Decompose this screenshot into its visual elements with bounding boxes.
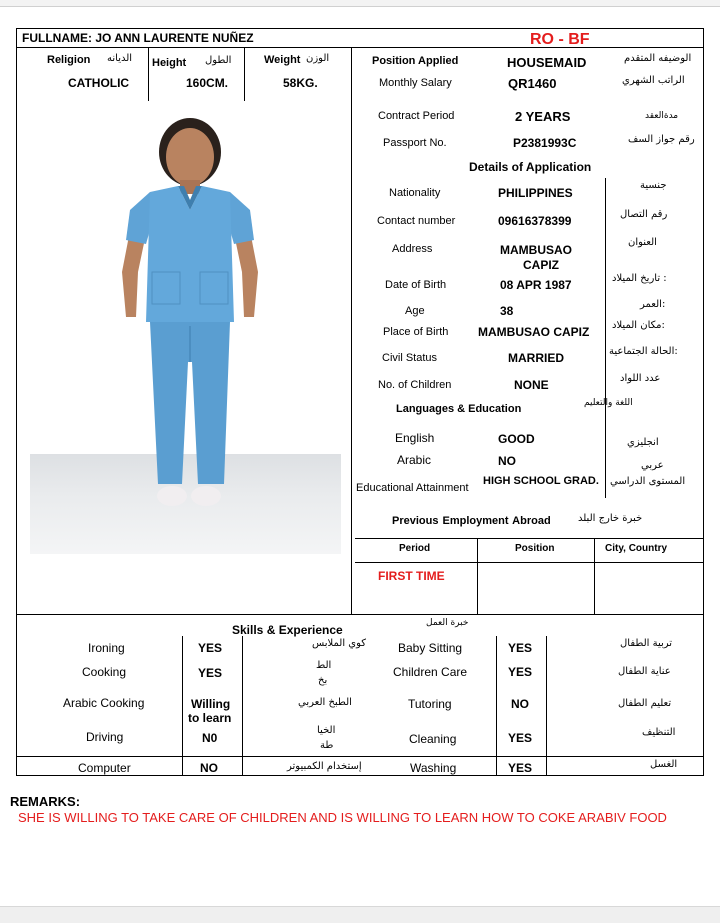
skill-ar: التنظيف xyxy=(642,727,676,738)
detail-label: Civil Status xyxy=(382,352,438,364)
page-bottom-edge xyxy=(0,906,720,923)
religion-label: Religion xyxy=(47,54,91,66)
skill-ar: عناية الطفال xyxy=(618,666,671,677)
skill-ar-line2: طة xyxy=(320,740,334,751)
detail-value: NONE xyxy=(514,378,549,392)
page-top-edge xyxy=(0,0,720,7)
skill-value: YES xyxy=(508,731,533,745)
employment-title: Previous Employment Abroad xyxy=(392,515,551,527)
skill-ar: الخيا xyxy=(317,725,336,736)
detail-label: Contact number xyxy=(377,215,456,227)
detail-label: Nationality xyxy=(389,187,441,199)
detail-value: MARRIED xyxy=(508,351,564,365)
skill-label: Tutoring xyxy=(408,697,452,711)
detail-ar: تاريخ الميلاد : xyxy=(612,273,667,284)
detail-label: Age xyxy=(405,305,425,317)
salary-label: Monthly Salary xyxy=(379,77,452,89)
line-v-main xyxy=(351,47,352,614)
passport-label: Passport No. xyxy=(383,137,447,149)
line-emp-head xyxy=(355,562,704,563)
contract-value: 2 YEARS xyxy=(515,109,571,124)
line-v-details xyxy=(605,178,606,498)
skill-label: Ironing xyxy=(88,641,125,655)
skill-value: NO xyxy=(511,697,529,711)
skill-ar: الطبخ العربي xyxy=(298,697,352,708)
salary-value: QR1460 xyxy=(508,76,557,91)
skill-value: N0 xyxy=(202,731,218,745)
line-emp-v2 xyxy=(594,538,595,614)
employment-col-city: City, Country xyxy=(605,543,668,554)
skill-label: Arabic Cooking xyxy=(63,696,145,710)
line-emp-top xyxy=(355,538,704,539)
detail-label: Place of Birth xyxy=(383,326,449,338)
position-value: HOUSEMAID xyxy=(507,55,587,70)
skill-value: YES xyxy=(508,641,533,655)
arabic-label: Arabic xyxy=(397,453,432,467)
position-label: Position Applied xyxy=(372,55,459,67)
detail-ar: العنوان xyxy=(628,237,657,248)
details-title: Details of Application xyxy=(469,160,592,174)
skill-ar: كوي الملابس xyxy=(312,638,367,649)
employment-col-position: Position xyxy=(515,543,555,554)
detail-value: 09616378399 xyxy=(498,214,572,228)
remarks-label: REMARKS: xyxy=(10,794,81,809)
skill-value: NO xyxy=(200,761,218,775)
detail-ar: الحالة الجتماعية: xyxy=(609,346,678,357)
skill-value: YES xyxy=(508,665,533,679)
religion-ar: الديانه xyxy=(107,53,133,64)
education-ar: المستوى الدراسي xyxy=(610,476,686,487)
height-label: Height xyxy=(152,57,187,69)
skill-value-line2: to learn xyxy=(188,711,232,725)
applicant-code: RO - BF xyxy=(530,31,590,48)
fullname-label: FULLNAME: xyxy=(22,31,92,45)
arabic-ar: عربي xyxy=(641,460,664,471)
line-skills-last xyxy=(16,756,704,757)
skill-label: Computer xyxy=(78,761,131,775)
passport-value: P2381993C xyxy=(513,136,577,150)
line-v2 xyxy=(244,47,245,101)
salary-ar: الراتب الشهري xyxy=(622,75,685,86)
skill-label: Baby Sitting xyxy=(398,641,463,655)
skill-value: YES xyxy=(198,641,223,655)
weight-ar: الوزن xyxy=(306,53,330,64)
detail-label: No. of Children xyxy=(378,379,452,391)
contract-label: Contract Period xyxy=(378,110,455,122)
line-skills-top xyxy=(16,614,704,615)
weight-value: 58KG. xyxy=(283,76,318,90)
skill-label: Washing xyxy=(410,761,457,775)
skill-label: Driving xyxy=(86,730,124,744)
line-emp-v1 xyxy=(477,538,478,614)
detail-ar: جنسية xyxy=(640,180,667,191)
weight-label: Weight xyxy=(264,54,301,66)
fullname-row xyxy=(22,31,254,45)
skill-value: Willing xyxy=(191,697,231,711)
skill-ar: تعليم الطفال xyxy=(618,698,672,709)
fullname-value: JO ANN LAURENTE NUÑEZ xyxy=(95,31,254,45)
line-v1 xyxy=(148,47,149,101)
religion-value: CATHOLIC xyxy=(68,76,130,90)
position-ar: الوضيفه المتقدم xyxy=(624,53,692,64)
languages-title: Languages & Education xyxy=(396,403,522,415)
detail-ar: رقم التصال xyxy=(620,209,668,220)
applicant-photo xyxy=(100,112,280,522)
detail-ar: مكان الميلاد: xyxy=(612,320,665,331)
employment-title-ar: خبرة خارج البلد xyxy=(578,513,643,524)
detail-label: Date of Birth xyxy=(385,279,447,291)
line-header xyxy=(16,47,704,48)
skills-title: Skills & Experience xyxy=(232,623,343,637)
line-skills-v4 xyxy=(546,636,547,776)
skill-label: Cleaning xyxy=(409,732,457,746)
languages-title-ar: اللغة والتعليم xyxy=(584,398,633,408)
detail-value: PHILIPPINES xyxy=(498,186,573,200)
detail-label: Address xyxy=(392,243,433,255)
skill-value: YES xyxy=(198,666,223,680)
skill-label: Cooking xyxy=(82,665,127,679)
line-skills-v1 xyxy=(182,636,183,776)
skill-ar: تربية الطفال xyxy=(620,638,673,649)
height-value: 160CM. xyxy=(186,76,229,90)
detail-value: MAMBUSAO CAPIZ xyxy=(478,325,590,339)
line-skills-v2 xyxy=(242,636,243,776)
line-skills-v3 xyxy=(496,636,497,776)
education-label: Educational Attainment xyxy=(356,482,469,494)
arabic-value: NO xyxy=(498,454,516,468)
detail-value-line2: CAPIZ xyxy=(523,258,559,272)
detail-value: 08 APR 1987 xyxy=(500,278,572,292)
detail-ar: العمر: xyxy=(640,299,666,310)
employment-status: FIRST TIME xyxy=(378,569,445,583)
english-ar: انجليزي xyxy=(627,437,659,448)
english-value: GOOD xyxy=(498,432,535,446)
skill-ar-line2: بخ xyxy=(318,675,328,686)
skill-label: Children Care xyxy=(393,665,468,679)
detail-value: MAMBUSAO xyxy=(500,243,572,257)
passport-ar: رقم جواز السف xyxy=(628,134,695,145)
english-label: English xyxy=(395,431,435,445)
employment-col-period: Period xyxy=(399,543,431,554)
skill-ar: الغسل xyxy=(650,759,678,770)
skills-title-ar: خبرة العمل xyxy=(426,618,469,628)
height-ar: الطول xyxy=(205,55,232,66)
education-value: HIGH SCHOOL GRAD. xyxy=(483,475,599,487)
remarks-text: SHE IS WILLING TO TAKE CARE OF CHILDREN AND IS WILLING TO LEARN HOW TO COKE ARABIV FOOD xyxy=(18,810,667,825)
skill-ar: الط xyxy=(316,660,332,671)
skill-value: YES xyxy=(508,761,533,775)
contract-ar: مدةالعقد xyxy=(645,111,679,121)
skill-ar: إستخدام الكمبيوتر xyxy=(287,761,362,772)
detail-ar: عدد اللواد xyxy=(620,373,661,384)
detail-value: 38 xyxy=(500,304,514,318)
